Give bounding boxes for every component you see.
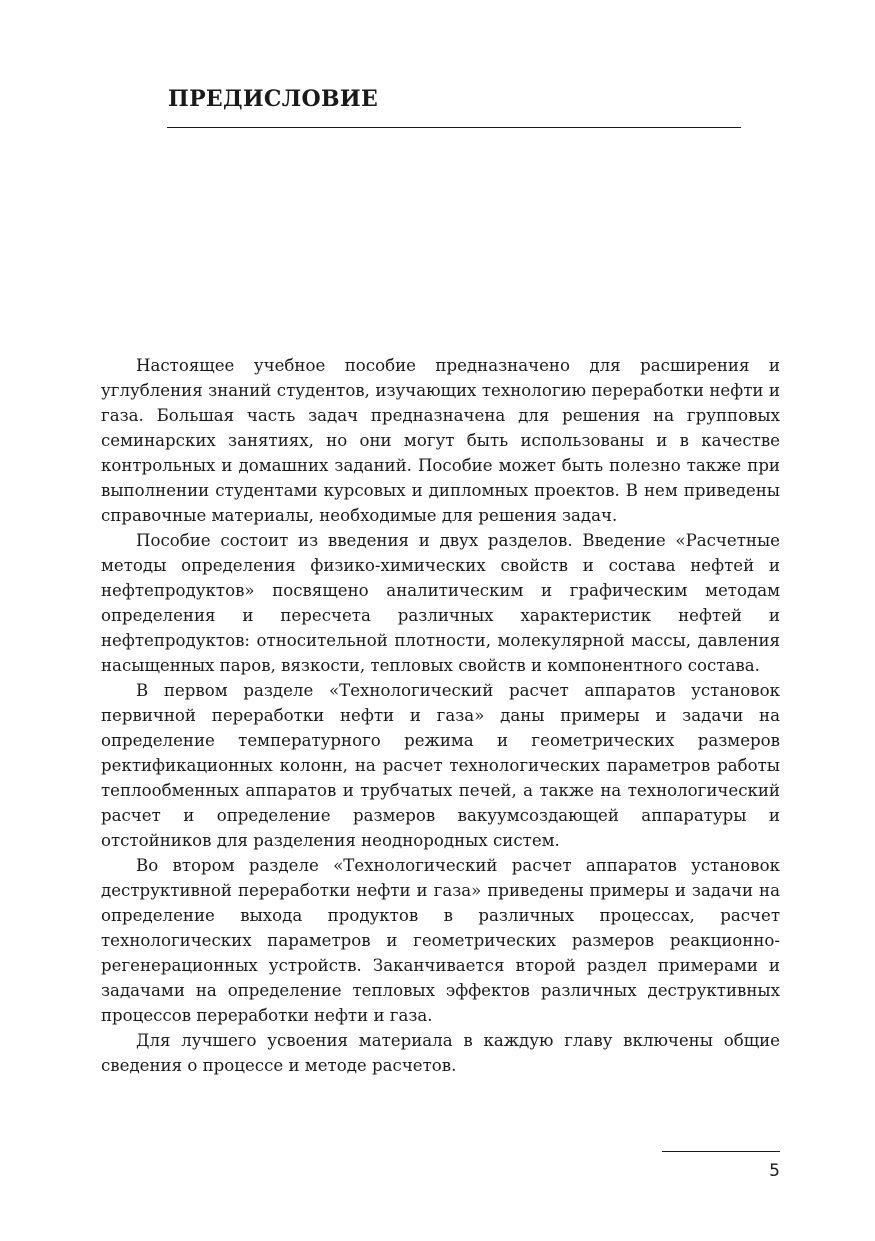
paragraph-introduction: Пособие состоит из введения и двух разделов. Введение «Расчетные методы определения физико-химических свойств и состава нефтей и нефтепродуктов» посвящено аналитическим и графическим методам определения и пересчета различных характеристик нефтей и нефтепродуктов: относительной плотности, молекулярной массы, давления насыщенных паров, вязкости, тепловых свойств и компонентного состава. bbox=[101, 531, 780, 675]
footer-rule bbox=[662, 1151, 780, 1152]
paragraph-purpose: Настоящее учебное пособие предназначено для расширения и углубления знаний студентов, изучающих технологию переработки нефти и газа. Большая часть задач предназначена для решения на групповых семинарских занятиях, но они могут быть использованы и в качестве контрольных и домашних заданий. Пособие может быть полезно также при выполнении студентами курсовых и дипломных проектов. В нем приведены справочные материалы, необходимые для решения задач. bbox=[101, 356, 780, 525]
paragraph-section-one: В первом разделе «Технологический расчет аппаратов установок первичной переработки нефти и газа» даны примеры и задачи на определение температурного режима и геометрических размеров ректификационных колонн, на расчет технологических параметров работы теплообменных аппаратов и трубчатых печей, а также на технологический расчет и определение размеров вакуумсоздающей аппаратуры и отстойников для разделения неоднородных систем. bbox=[101, 681, 780, 850]
paragraph-section-two: Во втором разделе «Технологический расчет аппаратов установок деструктивной переработки нефти и газа» приведены примеры и задачи на определение выхода продуктов в различных процессах, расчет технологических параметров и геометрических размеров реакционно-регенерационных устройств. Заканчивается второй раздел примерами и задачами на определение тепловых эффектов различных деструктивных процессов переработки нефти и газа. bbox=[101, 856, 780, 1025]
paragraph-closing: Для лучшего усвоения материала в каждую главу включены общие сведения о процессе и методе расчетов. bbox=[101, 1031, 780, 1075]
heading-underline bbox=[167, 127, 741, 128]
preface-body bbox=[101, 353, 780, 1078]
page-heading: ПРЕДИСЛОВИЕ bbox=[168, 86, 379, 112]
page-number: 5 bbox=[769, 1161, 780, 1181]
